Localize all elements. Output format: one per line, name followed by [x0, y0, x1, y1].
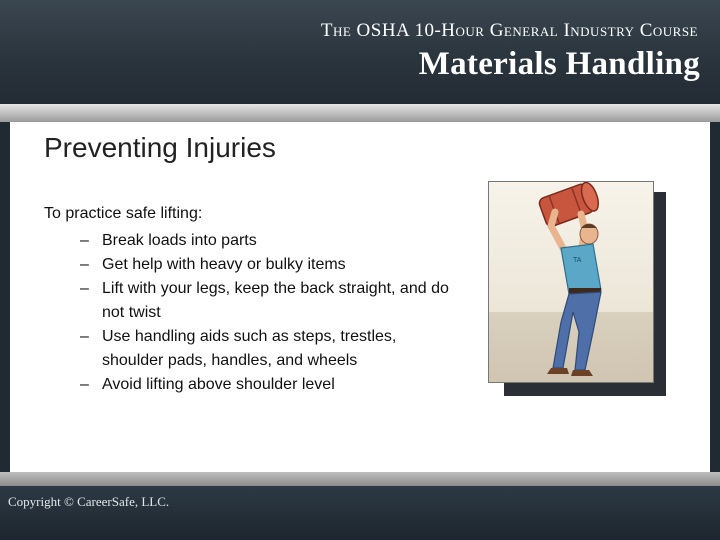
slide-title: Preventing Injuries	[44, 132, 276, 163]
bullet-text: Use handling aids such as steps, trestles, shoulder pads, handles, and wheels	[102, 328, 397, 369]
dash-bullet: –	[80, 328, 89, 345]
intro-text: To practice safe lifting:	[44, 205, 203, 222]
list-item	[80, 229, 460, 253]
svg-text:TA: TA	[573, 257, 582, 264]
bullet-text: Get help with heavy or bulky items	[102, 256, 346, 273]
bullet-text: Break loads into parts	[102, 232, 257, 249]
dash-bullet: –	[80, 232, 89, 249]
worker-lifting-barrel-icon	[489, 182, 653, 382]
bullet-list	[80, 229, 460, 397]
worker-lifting-barrel-illustration	[488, 181, 654, 383]
bullet-text: Lift with your legs, keep the back straight, and do not twist	[102, 280, 449, 321]
dash-bullet: –	[80, 256, 89, 273]
slide-footer	[0, 486, 720, 540]
dash-bullet: –	[80, 280, 89, 297]
bullet-text: Avoid lifting above shoulder level	[102, 376, 335, 393]
copyright-text: Copyright © CareerSafe, LLC.	[8, 494, 170, 509]
footer-divider	[0, 472, 720, 486]
slide-header	[0, 0, 720, 104]
header-divider	[0, 104, 720, 122]
list-item	[80, 277, 460, 325]
module-title: Materials Handling	[418, 46, 700, 82]
slide-content	[10, 122, 710, 472]
list-item	[80, 373, 460, 397]
dash-bullet: –	[80, 376, 89, 393]
list-item	[80, 253, 460, 277]
list-item	[80, 325, 460, 373]
course-title: The OSHA 10-Hour General Industry Course	[320, 20, 698, 41]
